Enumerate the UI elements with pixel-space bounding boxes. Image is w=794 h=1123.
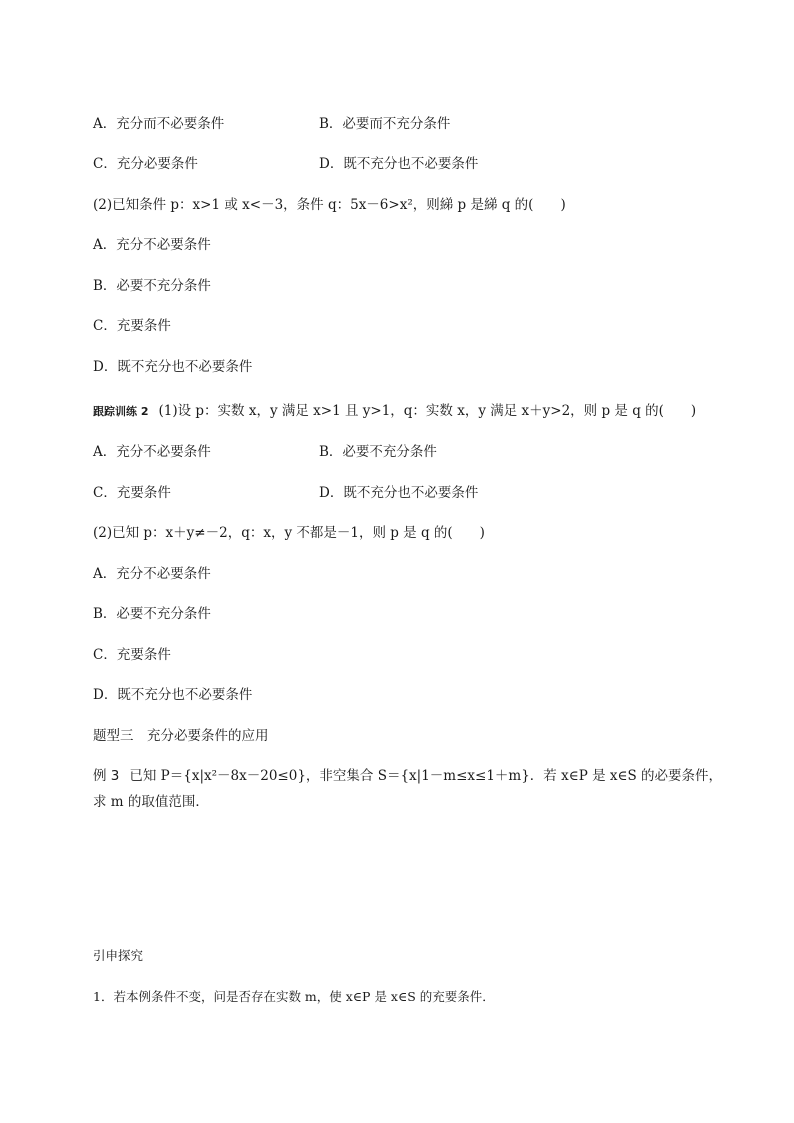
practice2-option-a: A．充分不必要条件 <box>93 444 211 460</box>
q2-option-b: B．必要不充分条件 <box>93 278 211 294</box>
practice2-option-d: D．既不充分也不必要条件 <box>319 485 479 501</box>
practice2-heading <box>93 402 696 421</box>
practice2-q2-option-c: C．充要条件 <box>93 647 171 663</box>
practice2-option-b: B．必要不充分条件 <box>319 444 437 460</box>
q1-option-b: B．必要而不充分条件 <box>319 116 451 132</box>
q1-option-d: D．既不充分也不必要条件 <box>319 156 479 172</box>
practice2-stem: (1)设 p：实数 x，y 满足 x>1 且 y>1，q：实数 x，y 满足 x＋y>2，则 p 是 q 的( ) <box>158 403 697 419</box>
practice2-q2-stem: (2)已知 p：x＋y≠－2，q：x，y 不都是－1，则 p 是 q 的( ) <box>93 525 485 541</box>
example3-label: 例 3 <box>93 768 120 784</box>
extension-item-1: 1．若本例条件不变，问是否存在实数 m，使 x∈P 是 x∈S 的充要条件． <box>93 989 495 1004</box>
q1-option-a: A．充分而不必要条件 <box>93 116 225 132</box>
example3-text-line1: 已知 P＝{x|x²－8x－20≤0}，非空集合 S＝{x|1－m≤x≤1＋m}．若 x∈P 是 x∈S 的必要条件， <box>129 768 723 784</box>
example3-line2: 求 m 的取值范围． <box>93 794 209 810</box>
q1-option-c: C．充分必要条件 <box>93 156 198 172</box>
example3-line1 <box>93 767 722 785</box>
q2-option-a: A．充分不必要条件 <box>93 237 211 253</box>
extension-title: 引申探究 <box>93 948 144 963</box>
practice2-label: 跟踪训练 2 <box>93 405 149 418</box>
q2-stem: (2)已知条件 p：x>1 或 x<－3，条件 q：5x－6>x²，则綈 p 是綈 q 的( ) <box>93 197 566 213</box>
practice2-q2-option-b: B．必要不充分条件 <box>93 606 211 622</box>
q2-option-c: C．充要条件 <box>93 318 171 334</box>
practice2-option-c: C．充要条件 <box>93 485 171 501</box>
practice2-q2-option-d: D．既不充分也不必要条件 <box>93 687 253 703</box>
q2-option-d: D．既不充分也不必要条件 <box>93 359 253 375</box>
section-title: 题型三 充分必要条件的应用 <box>93 728 269 744</box>
practice2-q2-option-a: A．充分不必要条件 <box>93 566 211 582</box>
